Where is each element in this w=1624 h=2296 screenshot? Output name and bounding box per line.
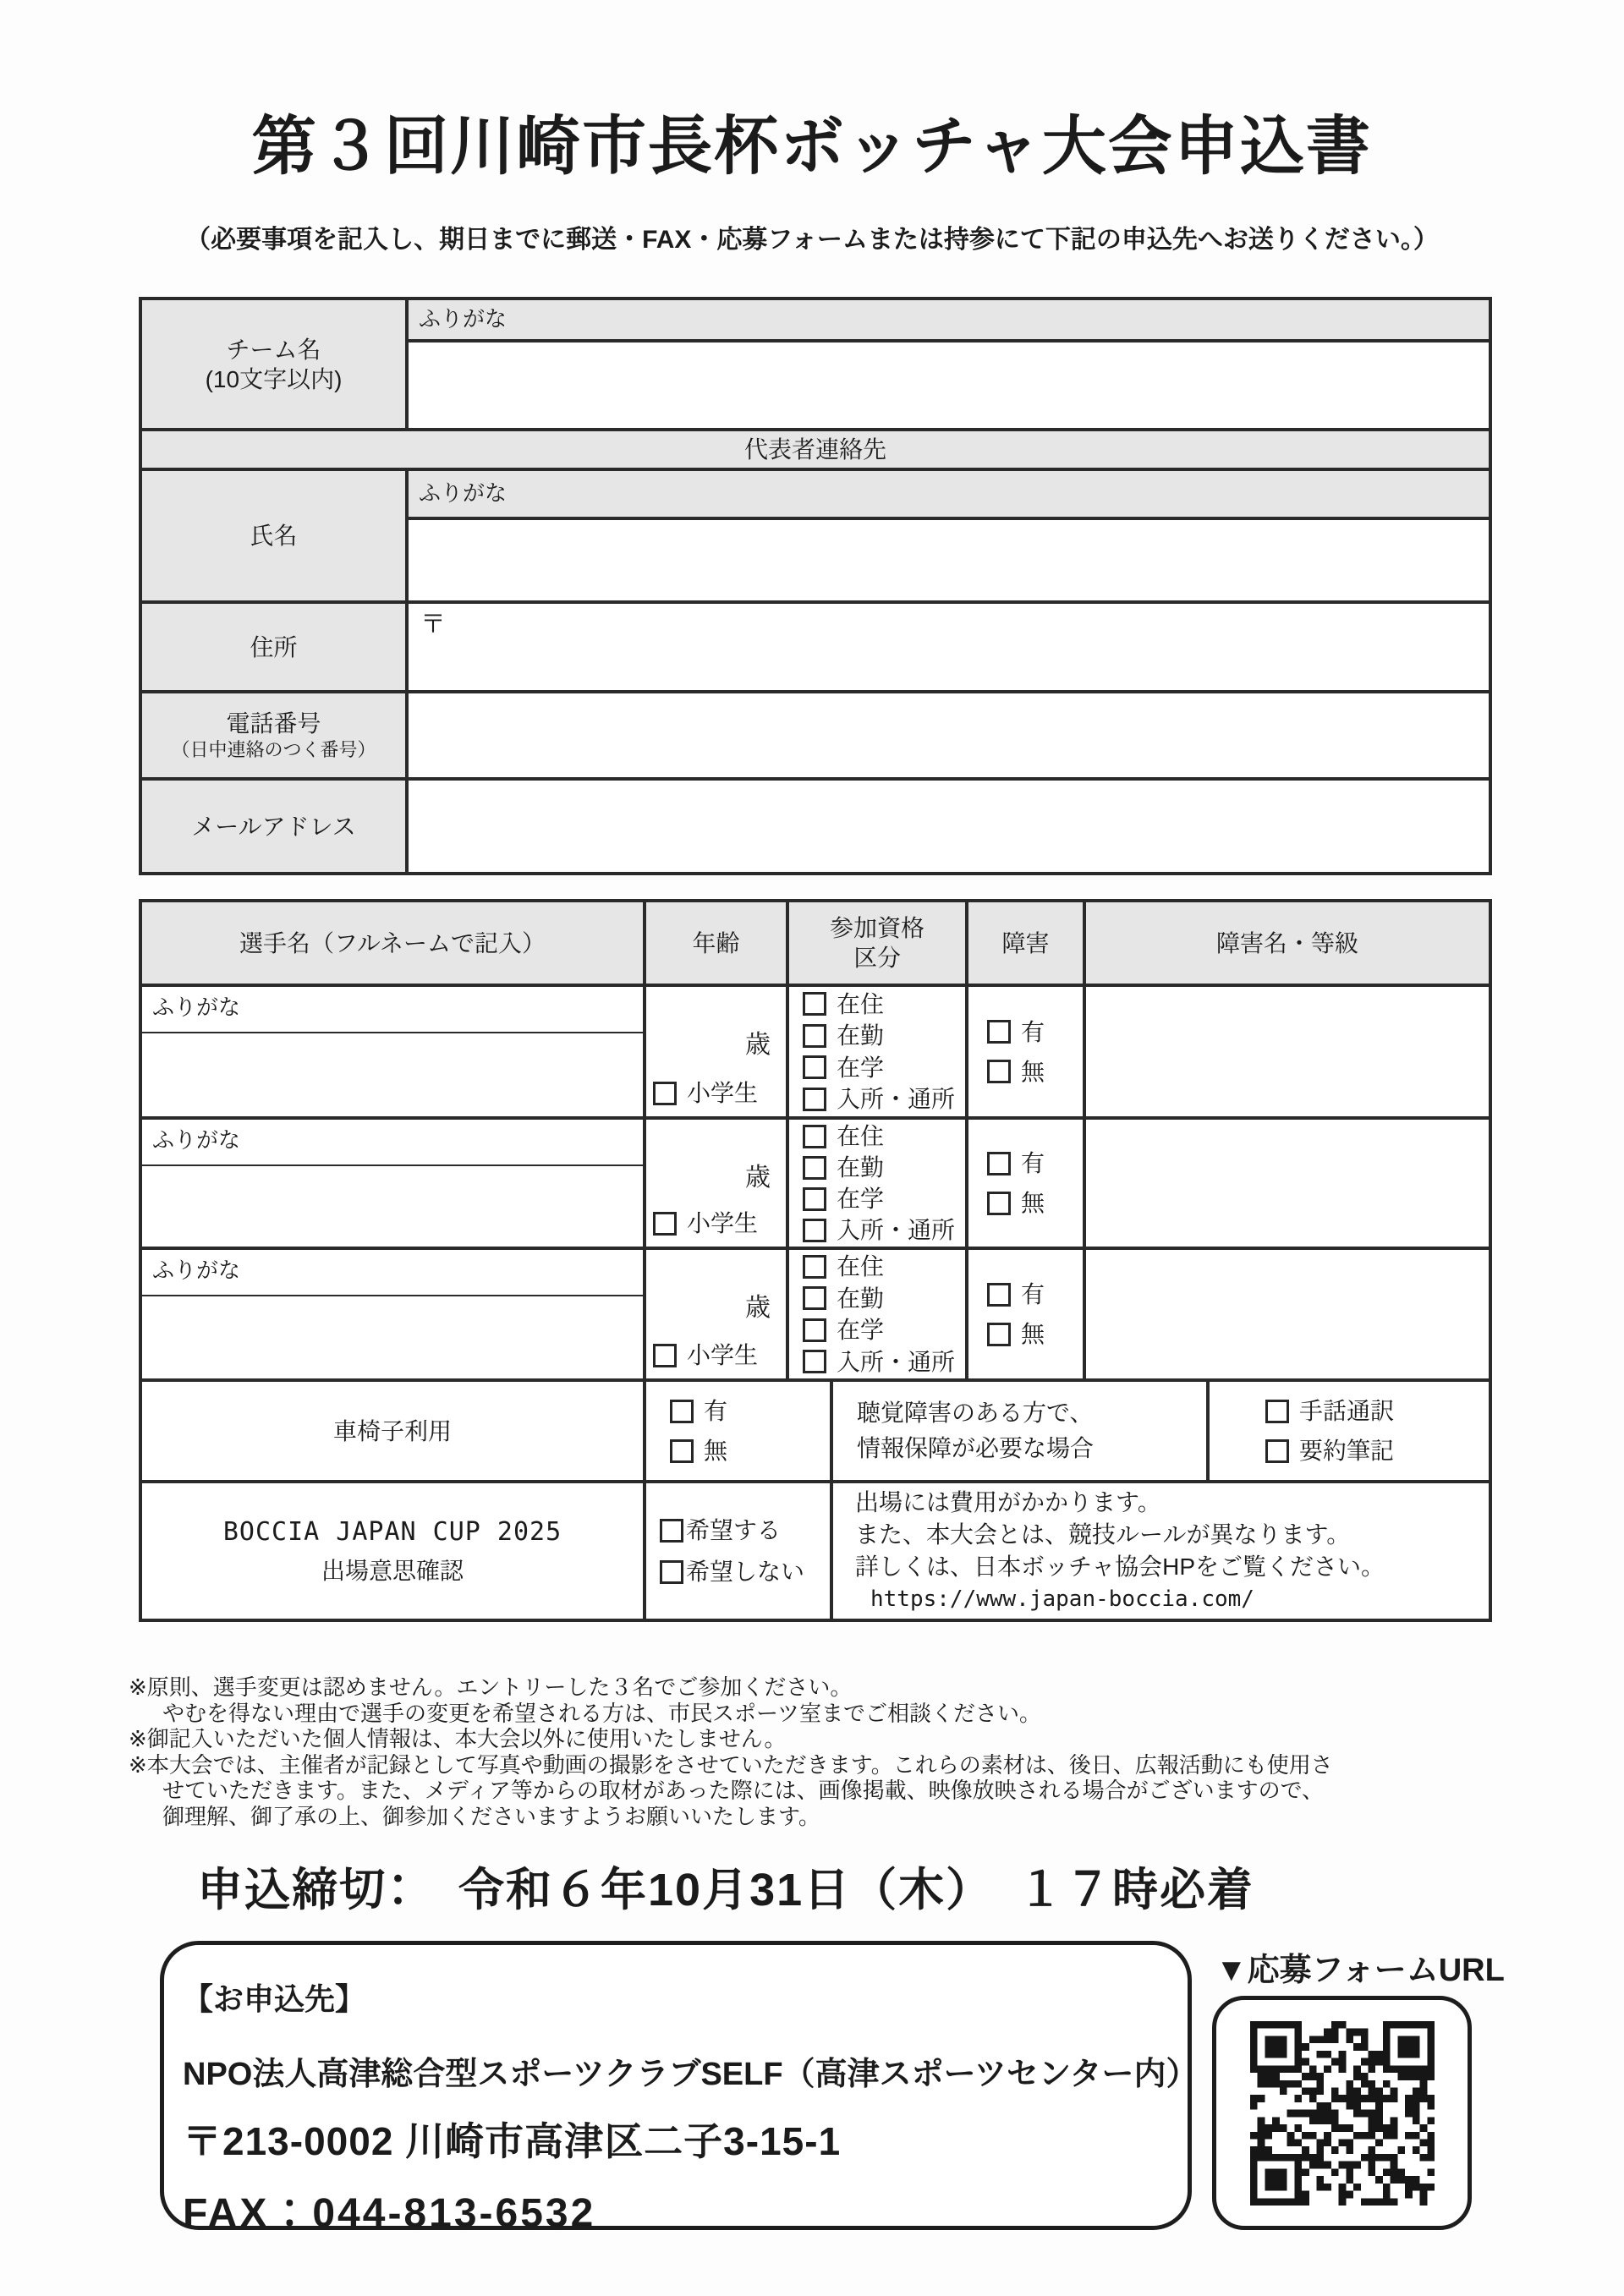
col-header-disability-detail: 障害名・等級 — [1084, 901, 1490, 985]
boccia-yes-checkbox[interactable] — [660, 1519, 683, 1543]
disability-option: 有 — [987, 1280, 1083, 1309]
furigana-label: ふりがな — [419, 480, 508, 506]
qr-box — [1212, 1996, 1472, 2230]
postal-mark: 〒 — [420, 611, 446, 638]
form-url-label: ▼応募フォームURL — [1215, 1953, 1505, 1988]
team-name-furigana-field[interactable] — [407, 299, 1490, 341]
boccia-yes-option: 希望する — [660, 1515, 830, 1545]
worker-checkbox[interactable] — [803, 1156, 826, 1180]
qr-code — [1250, 2021, 1435, 2206]
team-name-label-text: チーム名 — [226, 336, 321, 363]
furigana-label: ふりがな — [419, 306, 508, 332]
contact-fax: FAX：044-813-6532 — [183, 2191, 596, 2236]
notes-block — [129, 1674, 1533, 1829]
furigana-label: ふりがな — [152, 1127, 241, 1153]
disability-no-checkbox[interactable] — [987, 1192, 1011, 1215]
boccia-label-cell — [140, 1482, 645, 1620]
address-input[interactable] — [407, 602, 1490, 692]
category-option: 入所・通所 — [803, 1084, 965, 1114]
player-row-1-name-cell[interactable] — [140, 985, 645, 1118]
deadline-text: 申込締切： 令和６年10月31日（木） １７時必着 — [197, 1865, 1255, 1915]
worker-checkbox[interactable] — [803, 1024, 826, 1048]
page-title: 第３回川崎市長杯ボッチャ大会申込書 — [252, 111, 1372, 183]
elementary-option: 小学生 — [653, 1078, 758, 1108]
contact-box — [160, 1941, 1199, 2236]
boccia-confirm-label: 出場意思確認 — [321, 1558, 464, 1585]
player-row-2-age-cell[interactable] — [645, 1118, 787, 1248]
name-label: 氏名 — [140, 469, 407, 602]
contact-heading: 【お申込先】 — [183, 1981, 366, 2016]
wheelchair-yes-checkbox[interactable] — [670, 1400, 694, 1423]
category-option: 在勤 — [803, 1021, 965, 1050]
category-option: 在住 — [803, 1121, 965, 1151]
note-line: ※原則、選手変更は認めません。エントリーした３名でご参加ください。 — [129, 1674, 853, 1700]
disability-yes-checkbox[interactable] — [987, 1283, 1011, 1307]
facility-checkbox[interactable] — [803, 1219, 826, 1242]
worker-checkbox[interactable] — [803, 1286, 826, 1310]
note-line: ※御記入いただいた個人情報は、本大会以外に使用いたしません。 — [129, 1726, 787, 1751]
col-header-player-name: 選手名（フルネームで記入） — [140, 901, 645, 985]
summary-writing-checkbox[interactable] — [1265, 1439, 1289, 1463]
player-row-1-disability-detail-cell[interactable] — [1084, 985, 1490, 1118]
note-line: ※本大会では、主催者が記録として写真や動画の撮影をさせていただきます。これらの素材は、後日、広報活動にも使用さ — [129, 1751, 1333, 1778]
disability-option: 無 — [987, 1319, 1083, 1349]
phone-label: 電話番号 （日中連絡のつく番号） — [140, 692, 407, 779]
team-info-table — [139, 297, 1492, 875]
note-line: 御理解、御了承の上、御参加くださいますようお願いいたします。 — [162, 1803, 820, 1829]
category-option: 在住 — [803, 1252, 965, 1281]
boccia-no-option: 希望しない — [660, 1557, 830, 1586]
col-header-age: 年齢 — [645, 901, 787, 985]
facility-checkbox[interactable] — [803, 1088, 826, 1111]
player-row-3-disability-cell — [967, 1248, 1084, 1380]
contact-org: NPO法人高津総合型スポーツクラブSELF（高津スポーツセンター内） — [183, 2057, 1199, 2092]
player-row-1-age-cell[interactable] — [645, 985, 787, 1118]
category-option: 在学 — [803, 1184, 965, 1214]
boccia-cup-title: BOCCIA JAPAN CUP 2025 — [222, 1516, 562, 1547]
boccia-no-checkbox[interactable] — [660, 1560, 683, 1584]
wheelchair-yes-option: 有 — [670, 1396, 830, 1426]
disability-no-checkbox[interactable] — [987, 1060, 1011, 1083]
disability-yes-checkbox[interactable] — [987, 1020, 1011, 1044]
player-row-1-category-cell — [787, 985, 967, 1118]
representative-contact-header: 代表者連絡先 — [140, 430, 1490, 469]
player-row-3-disability-detail-cell[interactable] — [1084, 1248, 1490, 1380]
wheelchair-no-option: 無 — [670, 1436, 830, 1466]
wheelchair-no-checkbox[interactable] — [670, 1439, 694, 1463]
disability-option: 無 — [987, 1188, 1083, 1218]
category-option: 在学 — [803, 1053, 965, 1082]
age-unit-label: 歳 — [745, 1164, 771, 1192]
team-name-label — [140, 299, 407, 430]
furigana-field[interactable] — [142, 1250, 643, 1296]
player-row-3-age-cell[interactable] — [645, 1248, 787, 1380]
boccia-note-cell: 出場には費用がかかります。 また、本大会とは、競技ルールが異なります。 詳しくは、日本ボッチャ協会HPをご覧ください。 https://www.japan-boccia.com/ — [831, 1482, 1490, 1620]
elementary-checkbox[interactable] — [653, 1212, 677, 1236]
student-checkbox[interactable] — [803, 1055, 826, 1079]
phone-input[interactable] — [407, 692, 1490, 779]
furigana-field[interactable] — [142, 987, 643, 1033]
wheelchair-label-cell: 車椅子利用 — [140, 1380, 645, 1482]
resident-checkbox[interactable] — [803, 1125, 826, 1148]
player-row-2-disability-detail-cell[interactable] — [1084, 1118, 1490, 1248]
email-label: メールアドレス — [140, 779, 407, 874]
summary-writing-option: 要約筆記 — [1265, 1436, 1489, 1466]
disability-option: 無 — [987, 1057, 1083, 1087]
elementary-option: 小学生 — [653, 1340, 758, 1370]
player-row-2-name-cell[interactable] — [140, 1118, 645, 1248]
furigana-label: ふりがな — [152, 995, 241, 1020]
disability-option: 有 — [987, 1017, 1083, 1047]
category-option: 在勤 — [803, 1284, 965, 1313]
resident-checkbox[interactable] — [803, 1255, 826, 1279]
contact-address: 〒213-0002 川崎市高津区二子3-15-1 — [183, 2119, 842, 2163]
student-checkbox[interactable] — [803, 1187, 826, 1211]
elementary-option: 小学生 — [653, 1208, 758, 1238]
hearing-support-cell — [1208, 1380, 1490, 1482]
disability-yes-checkbox[interactable] — [987, 1152, 1011, 1175]
sign-language-checkbox[interactable] — [1265, 1400, 1289, 1423]
furigana-label: ふりがな — [152, 1258, 241, 1283]
resident-checkbox[interactable] — [803, 992, 826, 1016]
name-input[interactable] — [407, 518, 1490, 602]
student-checkbox[interactable] — [803, 1318, 826, 1342]
phone-sublabel: （日中連絡のつく番号） — [171, 739, 376, 761]
col-header-category: 参加資格 区分 — [787, 901, 967, 985]
page-subtitle: （必要事項を記入し、期日までに郵送・FAX・応募フォームまたは持参にて下記の申込先へお送りください。） — [185, 226, 1439, 254]
sign-language-option: 手話通訳 — [1265, 1396, 1489, 1426]
category-option: 在勤 — [803, 1153, 965, 1182]
player-row-3-category-cell — [787, 1248, 967, 1380]
email-input[interactable] — [407, 779, 1490, 874]
name-furigana-field[interactable] — [407, 469, 1490, 518]
player-row-1-disability-cell — [967, 985, 1084, 1118]
note-line: せていただきます。また、メディア等からの取材があった際には、画像掲載、映像放映される場合がございますので、 — [162, 1778, 1325, 1803]
boccia-option-cell — [645, 1482, 831, 1620]
player-row-2-category-cell — [787, 1118, 967, 1248]
category-option: 在住 — [803, 989, 965, 1019]
disability-option: 有 — [987, 1148, 1083, 1178]
team-name-constraint: (10文字以内) — [205, 365, 343, 392]
age-unit-label: 歳 — [745, 1294, 771, 1322]
disability-no-checkbox[interactable] — [987, 1323, 1011, 1346]
player-row-2-disability-cell — [967, 1118, 1084, 1248]
age-unit-label: 歳 — [745, 1031, 771, 1059]
furigana-field[interactable] — [142, 1120, 643, 1166]
category-option: 入所・通所 — [803, 1347, 965, 1377]
col-header-disability: 障害 — [967, 901, 1084, 985]
hearing-note-cell: 聴覚障害のある方で、 情報保障が必要な場合 — [831, 1380, 1208, 1482]
players-table — [139, 899, 1492, 1622]
team-name-input[interactable] — [407, 341, 1490, 430]
boccia-association-url: https://www.japan-boccia.com/ — [870, 1586, 1254, 1612]
player-row-3-name-cell[interactable] — [140, 1248, 645, 1380]
wheelchair-option-cell — [645, 1380, 831, 1482]
category-option: 入所・通所 — [803, 1215, 965, 1245]
elementary-checkbox[interactable] — [653, 1344, 677, 1367]
facility-checkbox[interactable] — [803, 1350, 826, 1373]
elementary-checkbox[interactable] — [653, 1082, 677, 1105]
category-option: 在学 — [803, 1315, 965, 1345]
address-label: 住所 — [140, 602, 407, 692]
note-line: やむを得ない理由で選手の変更を希望される方は、市民スポーツ室までご相談ください。 — [162, 1700, 1041, 1726]
